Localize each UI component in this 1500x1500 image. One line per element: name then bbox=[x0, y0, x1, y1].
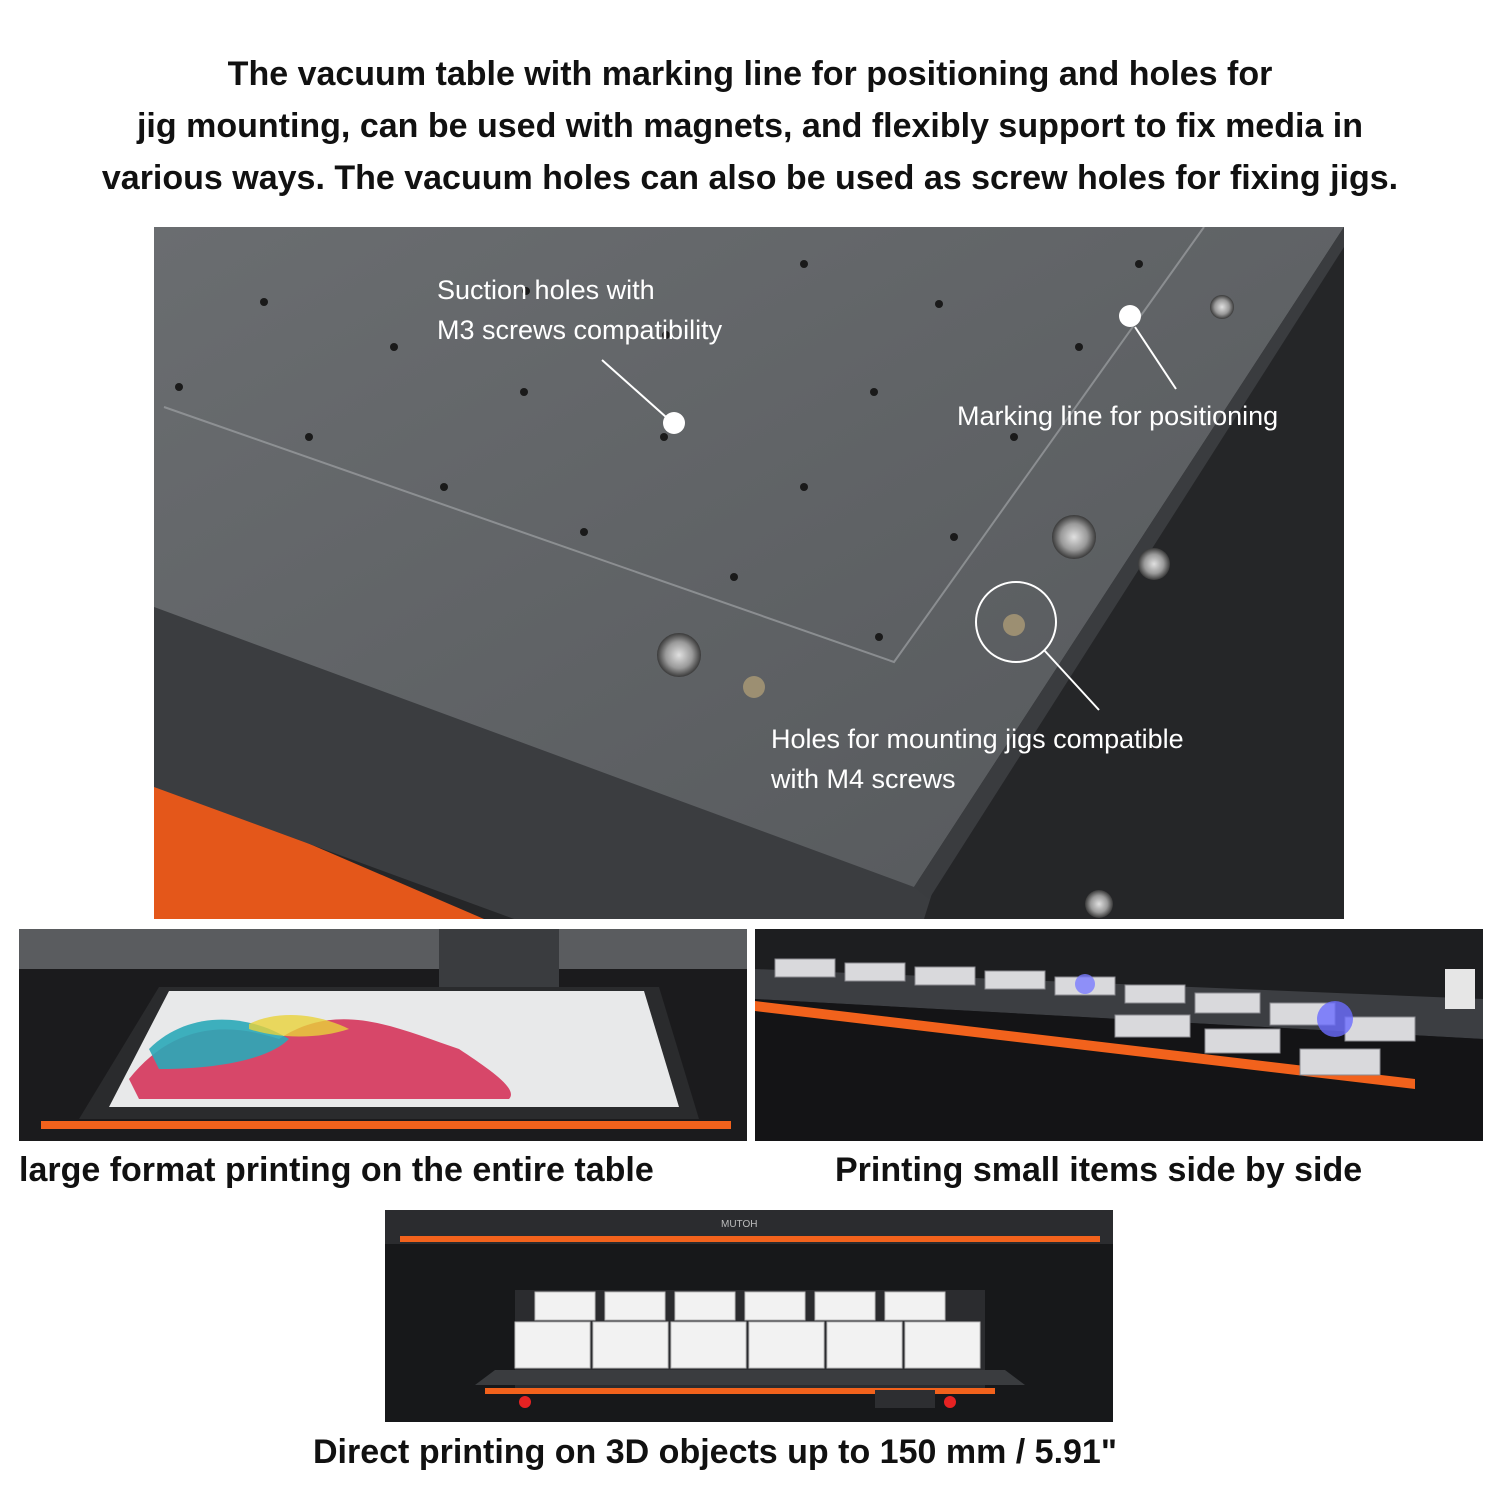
large-format-photo bbox=[19, 929, 747, 1141]
printer-brand: MUTOH bbox=[721, 1219, 758, 1230]
callout-marking-text: Marking line for positioning bbox=[957, 401, 1279, 431]
headline bbox=[0, 48, 1500, 204]
vacuum-table-photo bbox=[154, 227, 1344, 919]
callout-jig-text-1: Holes for mounting jigs compatible bbox=[771, 724, 1184, 754]
callout-suction-text-1: Suction holes with bbox=[437, 275, 655, 305]
small-items-illustration bbox=[755, 929, 1483, 1141]
headline-line-3: various ways. The vacuum holes can also be used as screw holes for fixing jigs. bbox=[101, 159, 1399, 197]
caption-3d-objects: Direct printing on 3D objects up to 150 mm / 5.91" bbox=[313, 1433, 1117, 1471]
objects-3d-photo bbox=[385, 1210, 1113, 1422]
objects-3d-illustration bbox=[385, 1210, 1113, 1422]
vacuum-table-illustration bbox=[154, 227, 1344, 919]
caption-large-format: large format printing on the entire table bbox=[19, 1151, 654, 1189]
callout-jig-text-2: with M4 screws bbox=[771, 764, 956, 794]
caption-small-items: Printing small items side by side bbox=[835, 1151, 1363, 1189]
headline-line-1: The vacuum table with marking line for positioning and holes for bbox=[227, 55, 1273, 93]
small-items-photo bbox=[755, 929, 1483, 1141]
callout-suction-text-2: M3 screws compatibility bbox=[437, 315, 723, 345]
large-format-illustration bbox=[19, 929, 747, 1141]
headline-line-2: jig mounting, can be used with magnets, and flexibly support to fix media in bbox=[136, 107, 1363, 145]
